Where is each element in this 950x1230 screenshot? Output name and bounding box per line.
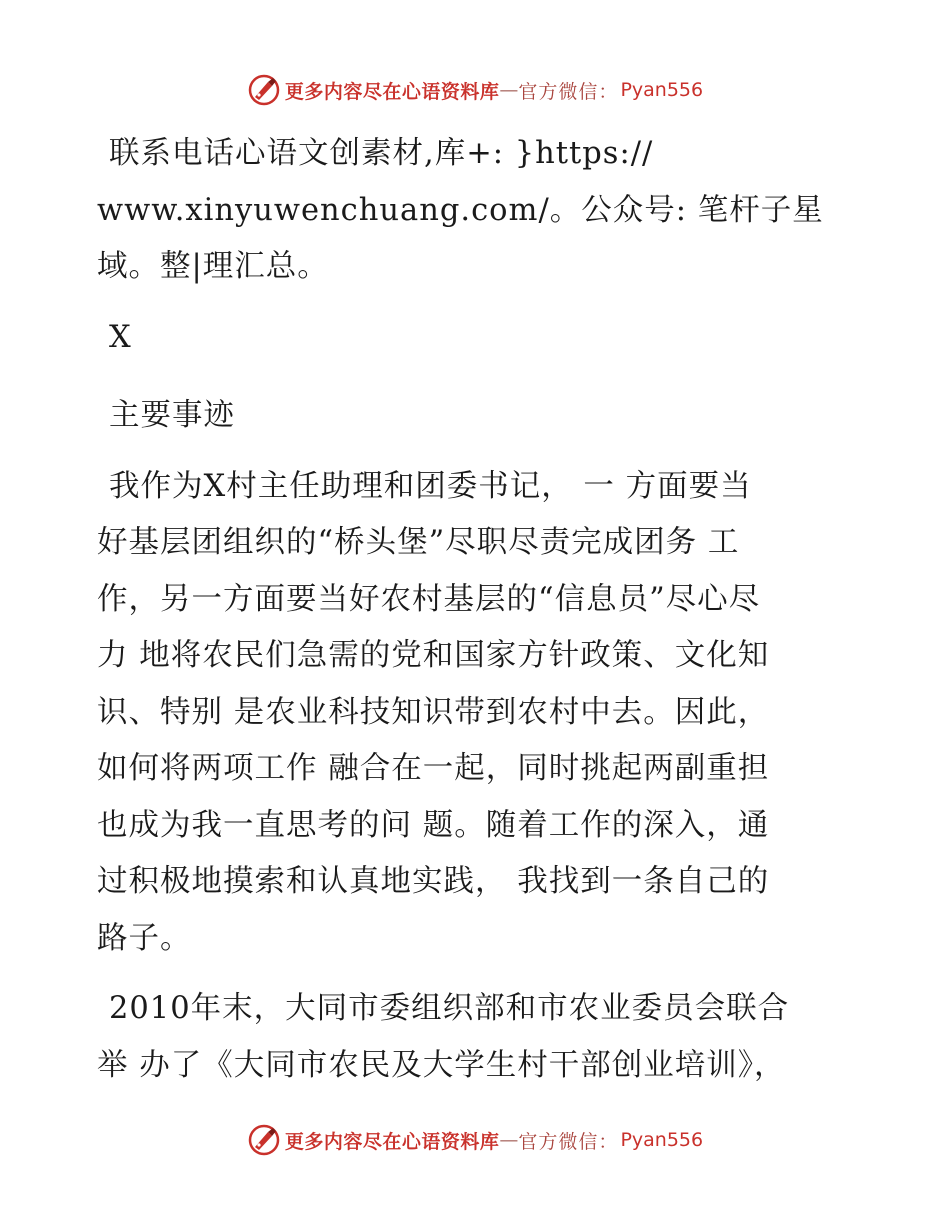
banner-separator: — (499, 79, 519, 101)
paragraph (97, 981, 857, 1094)
banner-wechat-label: 官方微信： (518, 1130, 619, 1153)
paragraph-line: 力 地将农民们急需的党和国家方针政策、文化知 (97, 638, 770, 673)
paragraph-line: 过积极地摸索和认真地实践， 我找到一条自己的 (97, 864, 770, 899)
name-placeholder: X (109, 319, 132, 355)
banner-title: 更多内容尽在心语资料库 (284, 1130, 500, 1153)
section-title: 主要事迹 (109, 398, 235, 433)
pen-nib-logo-icon (247, 73, 281, 107)
paragraph-line: 好基层团组织的“桥头堡”尽职尽责完成团务 工 (97, 525, 740, 560)
contact-line: 联系电话心语文创素材,库+: }https:// (109, 136, 654, 171)
contact-line: www.xinyuwenchuang.com/。公众号: 笔杆子星 (97, 192, 824, 228)
paragraph-line: 也成为我一直思考的问 题。随着工作的深入，通 (97, 807, 770, 843)
header-banner (0, 68, 950, 112)
banner-title: 更多内容尽在心语资料库 (284, 80, 500, 103)
footer-banner (0, 1118, 950, 1162)
document-body (97, 126, 857, 1108)
contact-block (97, 126, 857, 296)
paragraph-line: 路子。 (97, 920, 192, 956)
banner-wechat-label: 官方微信： (518, 80, 619, 103)
paragraph-line: 作，另一方面要当好农村基层的“信息员”尽心尽 (97, 581, 761, 617)
paragraph-line: 我作为X村主任助理和团委书记， 一 方面要当 (109, 468, 752, 504)
banner-wechat-id: Pyan556 (620, 1129, 704, 1151)
contact-line: 域。整|理汇总。 (97, 249, 329, 284)
paragraph-line: 如何将两项工作 融合在一起，同时挑起两副重担 (97, 751, 770, 786)
paragraph (97, 459, 857, 968)
banner-separator: — (499, 1129, 519, 1151)
pen-nib-logo-icon (247, 1123, 281, 1157)
banner-wechat-id: Pyan556 (620, 79, 704, 101)
paragraph-line: 举 办了《大同市农民及大学生村干部创业培训》， (97, 1047, 786, 1083)
paragraph-line: 识、特别 是农业科技知识带到农村中去。因此， (97, 694, 770, 730)
paragraph-line: 2010年末，大同市委组织部和市农业委员会联合 (109, 991, 790, 1026)
